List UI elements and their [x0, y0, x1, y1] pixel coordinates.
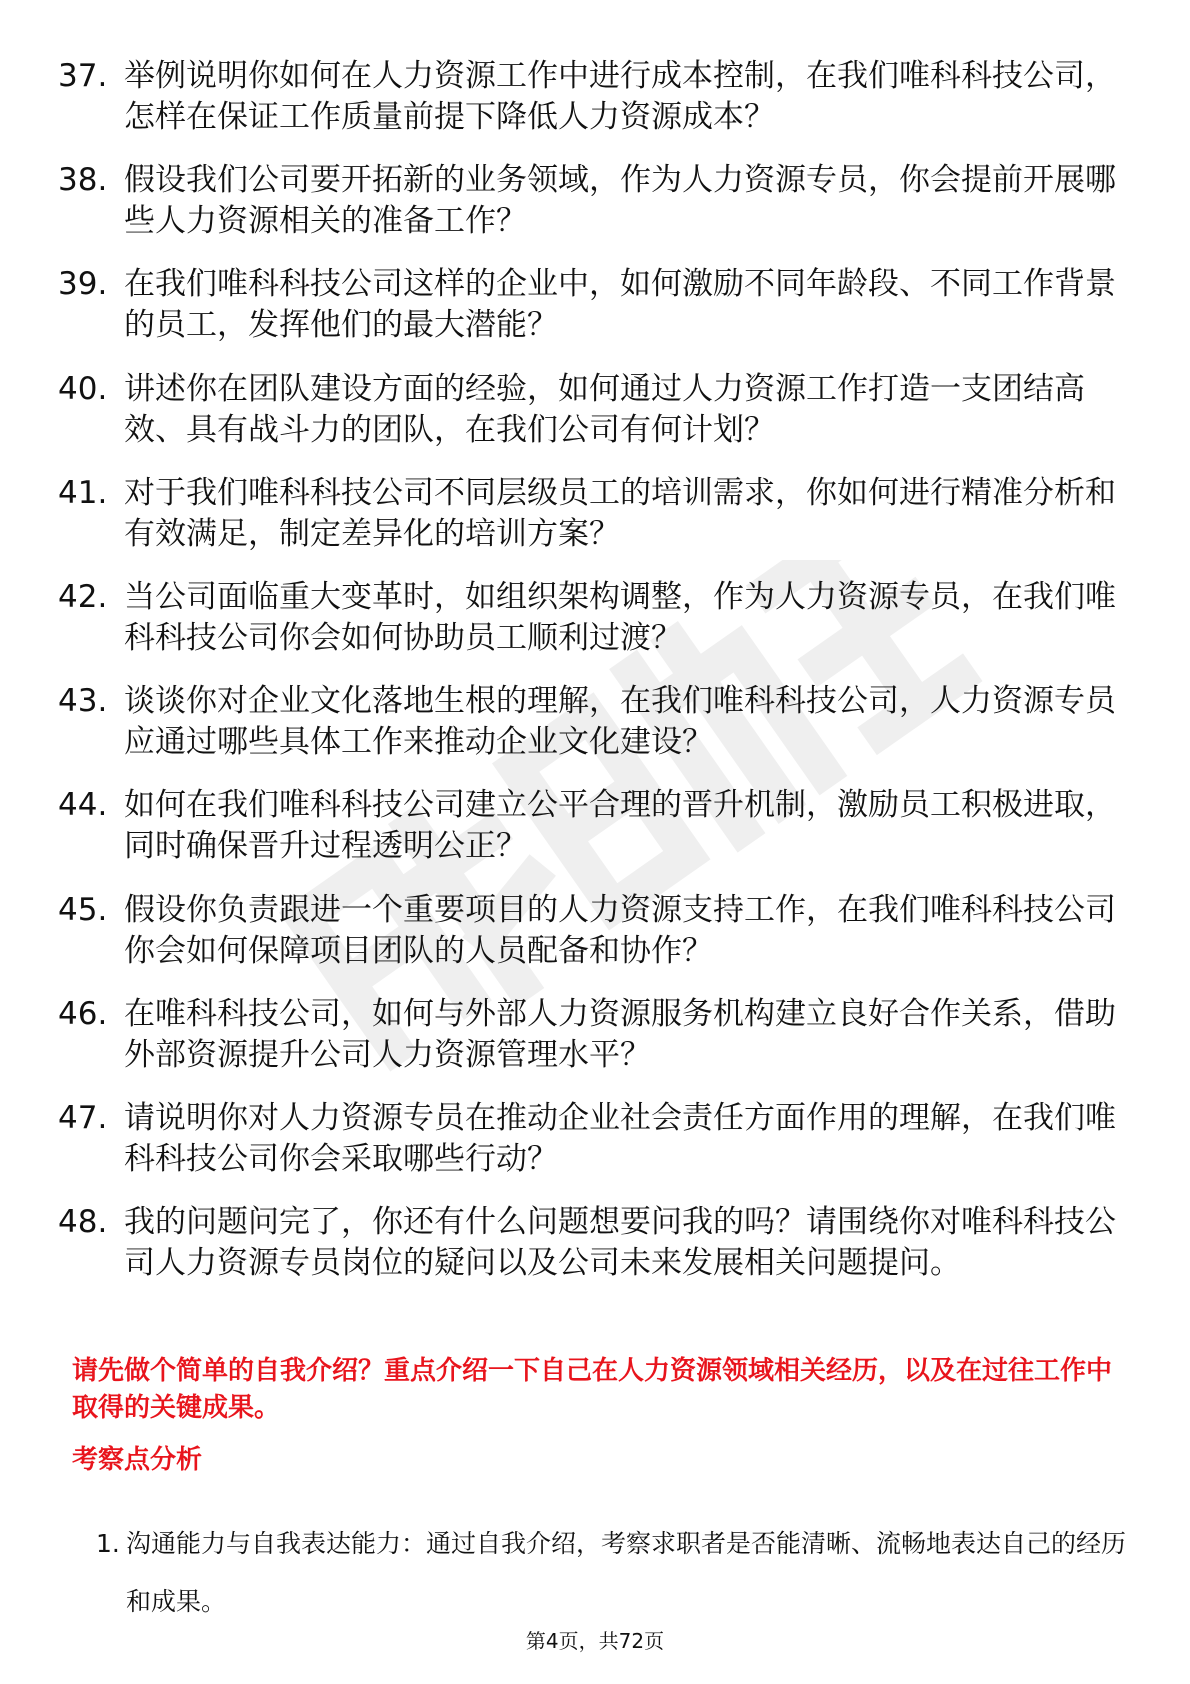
- analysis-item: [96, 1515, 1136, 1631]
- question-item: [58, 577, 1118, 659]
- question-number: 39.: [58, 266, 108, 303]
- question-number: 47.: [58, 1099, 108, 1136]
- question-text: 谈谈你对企业文化落地生根的理解，在我们唯科科技公司，人力资源专员应通过哪些具体工作来推动企业文化建设？: [124, 683, 1116, 761]
- question-item: [58, 160, 1118, 242]
- question-item: [58, 1202, 1118, 1284]
- question-text: 对于我们唯科科技公司不同层级员工的培训需求，你如何进行精准分析和有效满足，制定差异化的培训方案？: [124, 474, 1116, 552]
- question-text: 举例说明你如何在人力资源工作中进行成本控制，在我们唯科科技公司，怎样在保证工作质量前提下降低人力资源成本？: [124, 58, 1116, 135]
- page-footer: 第4页，共72页: [525, 1629, 665, 1653]
- question-text: 假设我们公司要开拓新的业务领域，作为人力资源专员，你会提前开展哪些人力资源相关的准备工作？: [124, 162, 1116, 240]
- question-text: 我的问题问完了，你还有什么问题想要问我的吗？请围绕你对唯科科技公司人力资源专员岗位的疑问以及公司未来发展相关问题提问。: [124, 1204, 1116, 1282]
- question-number: 42.: [58, 578, 108, 615]
- question-text: 当公司面临重大变革时，如组织架构调整，作为人力资源专员，在我们唯科科技公司你会如何协助员工顺利过渡？: [124, 578, 1116, 656]
- question-number: 43.: [58, 683, 108, 720]
- question-item: [58, 890, 1118, 972]
- analysis-heading: 考察点分析: [72, 1445, 203, 1475]
- question-item: [58, 785, 1118, 867]
- question-item: [58, 369, 1118, 451]
- question-number: 41.: [58, 474, 108, 511]
- question-number: 45.: [58, 891, 108, 928]
- analysis-text: 沟通能力与自我表达能力：通过自我介绍，考察求职者是否能清晰、流畅地表达自己的经历和成果。: [126, 1529, 1127, 1616]
- question-number: 44.: [58, 787, 108, 824]
- question-item: [58, 264, 1118, 346]
- question-list: [58, 56, 1118, 1306]
- question-item: [58, 1098, 1118, 1180]
- question-item: [58, 681, 1118, 763]
- question-number: 38.: [58, 162, 108, 199]
- question-number: 48.: [58, 1204, 108, 1241]
- question-text: 讲述你在团队建设方面的经验，如何通过人力资源工作打造一支团结高效、具有战斗力的团队，在我们公司有何计划？: [124, 370, 1085, 448]
- question-text: 在唯科科技公司，如何与外部人力资源服务机构建立良好合作关系，借助外部资源提升公司人力资源管理水平？: [124, 995, 1116, 1073]
- highlight-question: 请先做个简单的自我介绍？重点介绍一下自己在人力资源领域相关经历，以及在过往工作中取得的关键成果。: [72, 1356, 1113, 1423]
- question-item: [58, 473, 1118, 555]
- question-item: [58, 56, 1118, 138]
- question-text: 在我们唯科科技公司这样的企业中，如何激励不同年龄段、不同工作背景的员工，发挥他们的最大潜能？: [124, 266, 1116, 344]
- question-text: 如何在我们唯科科技公司建立公平合理的晋升机制，激励员工积极进取，同时确保晋升过程透明公正？: [124, 787, 1116, 865]
- question-text: 请说明你对人力资源专员在推动企业社会责任方面作用的理解，在我们唯科科技公司你会采取哪些行动？: [124, 1099, 1116, 1177]
- question-number: 37.: [58, 58, 108, 94]
- question-item: [58, 994, 1118, 1076]
- analysis-number: 1.: [96, 1529, 120, 1558]
- question-number: 40.: [58, 370, 108, 407]
- question-number: 46.: [58, 995, 108, 1032]
- question-text: 假设你负责跟进一个重要项目的人力资源支持工作，在我们唯科科技公司你会如何保障项目团队的人员配备和协作？: [124, 891, 1116, 969]
- analysis-list: [96, 1515, 1136, 1631]
